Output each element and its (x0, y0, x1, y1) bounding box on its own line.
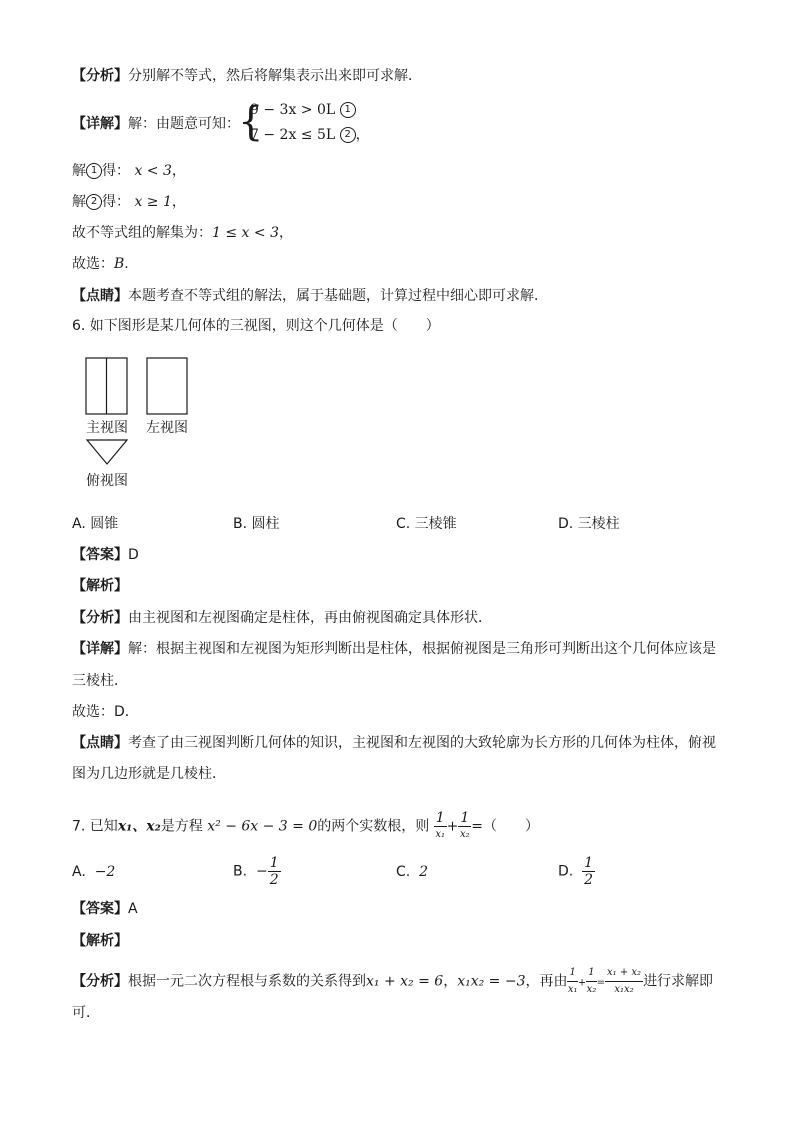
fenxi-6: 【分析】由主视图和左视图确定是柱体，再由俯视图确定具体形状． (72, 610, 492, 626)
dianjing-6-line2: 图为几边形就是几棱柱． (72, 766, 226, 782)
answer-7: 【答案】A (72, 901, 138, 917)
q7-option-c: C. 2 (396, 864, 429, 880)
xiangjie-6-line2: 三棱柱． (72, 673, 128, 689)
question-7: 7. 已知x₁、x₂是方程 x² − 6x − 3 = 0的两个实数根，则 $\frac{1}{\text{x₁}}$ + $\frac{1}{\text{x₂}}$ =（ ） (72, 810, 539, 843)
system-row-1: 9 − 3x > 0L 1 (250, 102, 356, 118)
analysis-tag: 【分析】 (72, 68, 128, 84)
system-row-2: 7 − 2x ≤ 5L 2 ， (250, 127, 370, 143)
three-view-figure (84, 356, 194, 466)
xiangjie-6-line1: 【详解】解：根据主视图和左视图为矩形判断出是柱体，根据俯视图是三角形可判断出这个几何体应该是 (72, 641, 716, 657)
q6-option-b: B. 圆柱 (233, 516, 280, 532)
top-view-triangle (87, 440, 127, 464)
detail-text: 解：由题意可知： (128, 116, 240, 132)
jiexi-7: 【解析】 (72, 933, 128, 949)
left-view-rect (147, 358, 187, 414)
fenxi-7-line1: 【分析】根据一元二次方程根与系数的关系得到x₁ + x₂ = 6，x₁x₂ = −3，再由 $\frac{1}{\text{x₁}}$ + $\frac{1}{\text{x₂}}$ = $\frac{\text{x₁ + x₂}}{\text{x₁x₂}}$ 进行求解即 (72, 967, 714, 995)
circled-number: 2 (340, 127, 356, 143)
fraction-1-over-x2: $\frac{1}{\text{x₂}}$ (460, 810, 470, 840)
circled-number: 1 (86, 163, 102, 179)
choice-line: 故选：B. (72, 256, 129, 272)
solve-2-line: 解 2 得： x ≥ 1， (72, 194, 186, 210)
q6-option-c: C. 三棱锥 (396, 516, 457, 532)
system-brace: { (238, 99, 264, 145)
fenxi-7-line2: 可． (72, 1005, 100, 1021)
q7-option-d: D. $\frac{1}{2}$ (558, 855, 594, 888)
detail-line (72, 114, 240, 134)
circled-number: 1 (340, 102, 356, 118)
front-view-label: 主视图 (86, 420, 128, 436)
q6-option-d: D. 三棱柱 (558, 516, 620, 532)
detail-tag: 【详解】 (72, 116, 128, 132)
solve-1-line: 解 1 得： x < 3， (72, 163, 186, 179)
fraction-1-over-x1: $\frac{1}{\text{x₁}}$ (435, 810, 445, 840)
xiangjie-6-line3: 故选：D． (72, 704, 139, 720)
q6-option-a: A. 圆锥 (72, 516, 119, 532)
left-view-label: 左视图 (146, 420, 188, 436)
top-view-label: 俯视图 (86, 473, 128, 489)
q7-option-b: B. − $\frac{1}{2}$ (233, 855, 279, 888)
analysis-text: 分别解不等式，然后将解集表示出来即可求解． (128, 68, 422, 84)
dianjing-6-line1: 【点睛】考查了由三视图判断几何体的知识，主视图和左视图的大致轮廓为长方形的几何体为柱体，俯视 (72, 735, 716, 751)
comment-line: 【点睛】本题考查不等式组的解法，属于基础题，计算过程中细心即可求解． (72, 288, 548, 304)
question-6: 6. 如下图形是某几何体的三视图，则这个几何体是（ ） (72, 318, 440, 334)
circled-number: 2 (86, 194, 102, 210)
jiexi-6: 【解析】 (72, 578, 128, 594)
analysis-line (72, 66, 422, 86)
solution-set-line: 故不等式组的解集为：1 ≤ x < 3， (72, 225, 293, 241)
comment-tag: 【点睛】 (72, 288, 128, 304)
answer-6: 【答案】D (72, 547, 139, 563)
q7-option-a: A. −2 (72, 864, 116, 880)
